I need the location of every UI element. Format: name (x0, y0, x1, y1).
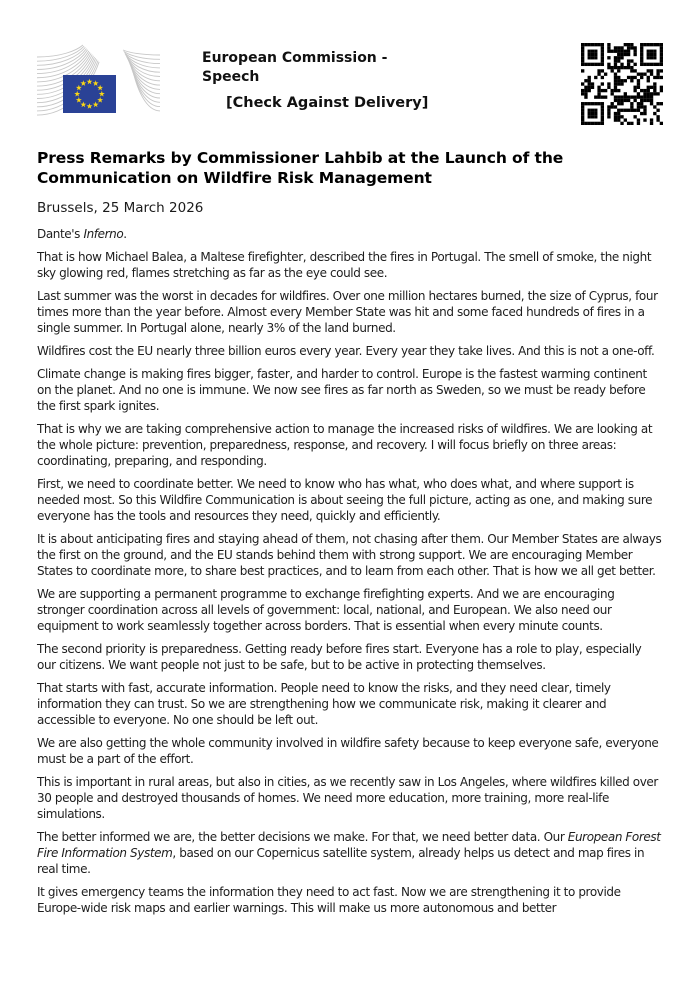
paragraph: This is important in rural areas, but also in cities, as we recently saw in Los Angeles, where wildfires killed over 30 people and destroyed thousands of homes. We need more education, more training, more real-life simulations. (37, 775, 658, 821)
paragraph: Last summer was the worst in decades for wildfires. Over one million hectares burned, the size of Cyprus, four times more than the year before. Almost every Member State was hit and some faced hundreds of fires in a single summer. In Portugal alone, nearly 3% of the land burned. (37, 289, 658, 335)
paragraph: Climate change is making fires bigger, faster, and harder to control. Europe is the fastest warming continent on the planet. And no one is immune. We now see fires as far north as Sweden, so we must be ready before the first spark ignites. (37, 367, 647, 413)
paragraph: We are supporting a permanent programme to exchange firefighting experts. And we are encouraging stronger coordination across all levels of government: local, national, and European. We also need our equipment to work seamlessly together across borders. That is essential when every minute counts. (37, 587, 615, 633)
ec-logo-graphic (37, 42, 180, 122)
logo-curved-lines-right (123, 50, 160, 111)
body-paragraphs (37, 226, 663, 916)
document-content (37, 148, 663, 923)
paragraph: It is about anticipating fires and staying ahead of them, not chasing after them. Our Member States are always the first on the ground, and the EU stands behind them with strong support. We are encouraging Member States to coordinate more, to share best practices, and to learn from each other. That is how we all get better. (37, 532, 662, 578)
dateline: Brussels, 25 March 2026 (37, 200, 204, 216)
header-text-block (202, 49, 428, 113)
check-against-delivery-note: [Check Against Delivery] (226, 95, 429, 111)
paragraph: The second priority is preparedness. Getting ready before fires start. Everyone has a role to play, especially our citizens. We want people not just to be safe, but to be active in protecting themselves. (37, 642, 642, 672)
paragraph: First, we need to coordinate better. We need to know who has what, who does what, and where support is needed most. So this Wildfire Communication is about seeing the full picture, acting as one, and making sure everyone has the tools and resources they need, quickly and efficiently. (37, 477, 653, 523)
paragraph: Wildfires cost the EU nearly three billion euros every year. Every year they take lives. And this is not a one-off. (37, 344, 655, 358)
qr-code-icon (581, 43, 663, 125)
paragraph: That is why we are taking comprehensive action to manage the increased risks of wildfires. We are looking at the whole picture: prevention, preparedness, response, and recovery. I will focus briefly on three areas: coordinating, preparing, and responding. (37, 422, 653, 468)
european-commission-logo (37, 42, 180, 122)
paragraph: Dante's Inferno. (37, 227, 127, 241)
paragraph: We are also getting the whole community involved in wildfire safety because to keep everyone safe, everyone must be a part of the effort. (37, 736, 659, 766)
publication-type: Speech (202, 69, 260, 85)
paragraph: The better informed we are, the better decisions we make. For that, we need better data. Our European Forest Fire Information System, based on our Copernicus satellite system, already helps us detect and map fires in real time. (37, 830, 661, 876)
publisher-line: European Commission - (202, 50, 388, 66)
paragraph: It gives emergency teams the information they need to act fast. Now we are strengthening it to provide Europe-wide risk maps and earlier warnings. This will make us more autonomous and better (37, 885, 621, 915)
eu-flag-icon (63, 75, 116, 113)
paragraph: That is how Michael Balea, a Maltese firefighter, described the fires in Portugal. The smell of smoke, the night sky glowing red, flames stretching as far as the eye could see. (37, 250, 652, 280)
paragraph: That starts with fast, accurate information. People need to know the risks, and they need clear, timely information they can trust. So we are strengthening how we communicate risk, making it clearer and accessible to everyone. No one should be left out. (37, 681, 611, 727)
page-title: Press Remarks by Commissioner Lahbib at the Launch of the Communication on Wildfire Risk Management (37, 149, 564, 187)
